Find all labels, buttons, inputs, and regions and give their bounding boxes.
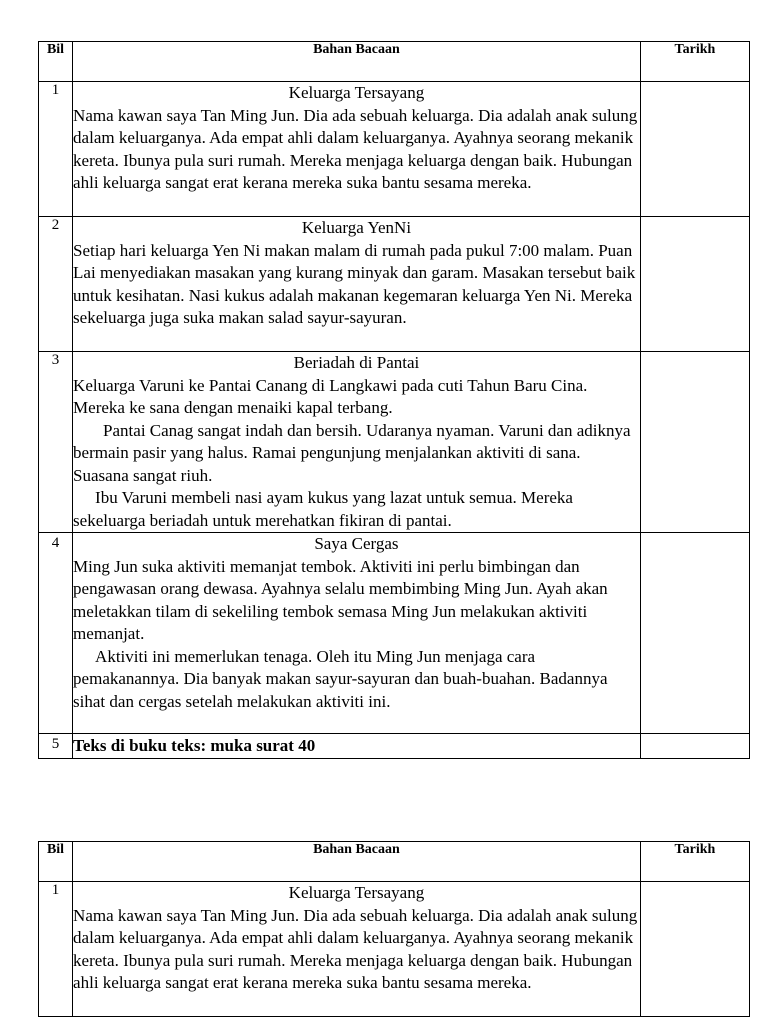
tarikh-cell (640, 82, 749, 217)
tarikh-cell (640, 533, 749, 734)
reading-paragraph: Setiap hari keluarga Yen Ni makan malam di rumah pada pukul 7:00 malam. Puan Lai menyediakan masakan yang kurang minyak dan garam. Masakan tersebut baik untuk kesihatan. Nasi kukus adalah makanan kegemaran keluarga Yen Ni. Mereka sekeluarga juga suka makan salad sayur-sayuran. (73, 240, 636, 327)
reading-title: Keluarga Tersayang (288, 883, 425, 902)
header-tarikh: Tarikh (640, 42, 749, 82)
header-tarikh: Tarikh (640, 842, 749, 882)
header-bahan-bacaan: Bahan Bacaan (73, 42, 641, 82)
reading-paragraph: Pantai Canag sangat indah dan bersih. Udaranya nyaman. Varuni dan adiknya bermain pasir yang halus. Ramai pengunjung menjalankan aktiviti di sana. Suasana sangat riuh. (73, 420, 631, 485)
reading-cell-textbook: Teks di buku teks: muka surat 40 (73, 734, 641, 759)
row-number: 3 (39, 352, 73, 533)
reading-title: Saya Cergas (314, 534, 399, 553)
row-number: 1 (39, 82, 73, 217)
tarikh-cell (640, 734, 749, 759)
table-row (39, 734, 750, 759)
reading-paragraph: Nama kawan saya Tan Ming Jun. Dia ada sebuah keluarga. Dia adalah anak sulung dalam keluarganya. Ada empat ahli dalam keluarganya. Ayahnya seorang mekanik kereta. Ibunya pula suri rumah. Mereka menjaga keluarga dengan baik. Hubungan ahli keluarga sangat erat kerana mereka suka bantu sesama mereka. (73, 105, 638, 192)
reading-paragraph: Ming Jun suka aktiviti memanjat tembok. Aktiviti ini perlu bimbingan dan pengawasan orang dewasa. Ayahnya selalu membimbing Ming Jun. Ayah akan meletakkan tilam di sekeliling tembok semasa Ming Jun melakukan aktiviti memanjat. (73, 556, 608, 643)
header-bil: Bil (39, 42, 73, 82)
row-number: 2 (39, 217, 73, 352)
table-row (39, 352, 750, 533)
reading-table (38, 41, 750, 759)
table-header-row (39, 842, 750, 882)
header-bahan-bacaan: Bahan Bacaan (73, 842, 641, 882)
tarikh-cell (640, 882, 749, 1017)
row-number: 5 (39, 734, 73, 759)
reading-paragraph: Keluarga Varuni ke Pantai Canang di Langkawi pada cuti Tahun Baru Cina. Mereka ke sana dengan menaiki kapal terbang. (73, 375, 588, 417)
table-row (39, 882, 750, 1017)
reading-paragraph: Ibu Varuni membeli nasi ayam kukus yang lazat untuk semua. Mereka sekeluarga beriadah untuk merehatkan fikiran di pantai. (73, 488, 573, 530)
tarikh-cell (640, 217, 749, 352)
row-number: 4 (39, 533, 73, 734)
reading-title: Beriadah di Pantai (293, 353, 420, 372)
reading-cell (73, 82, 641, 217)
table-row (39, 217, 750, 352)
reading-cell (73, 352, 641, 533)
reading-cell (73, 217, 641, 352)
reading-cell (73, 882, 641, 1017)
table-row (39, 533, 750, 734)
tarikh-cell (640, 352, 749, 533)
reading-title: Keluarga Tersayang (288, 83, 425, 102)
table-header-row (39, 42, 750, 82)
reading-paragraph: Nama kawan saya Tan Ming Jun. Dia ada sebuah keluarga. Dia adalah anak sulung dalam keluarganya. Ada empat ahli dalam keluarganya. Ayahnya seorang mekanik kereta. Ibunya pula suri rumah. Mereka menjaga keluarga dengan baik. Hubungan ahli keluarga sangat erat kerana mereka suka bantu sesama mereka. (73, 905, 638, 992)
reading-paragraph: Aktiviti ini memerlukan tenaga. Oleh itu Ming Jun menjaga cara pemakanannya. Dia banyak makan sayur-sayuran dan buah-buahan. Badannya sihat dan cergas setelah melakukan aktiviti ini. (73, 646, 608, 711)
row-number: 1 (39, 882, 73, 1017)
reading-table-copy (38, 841, 750, 1017)
header-bil: Bil (39, 842, 73, 882)
reading-title: Keluarga YenNi (301, 218, 412, 237)
table-row (39, 82, 750, 217)
reading-cell (73, 533, 641, 734)
